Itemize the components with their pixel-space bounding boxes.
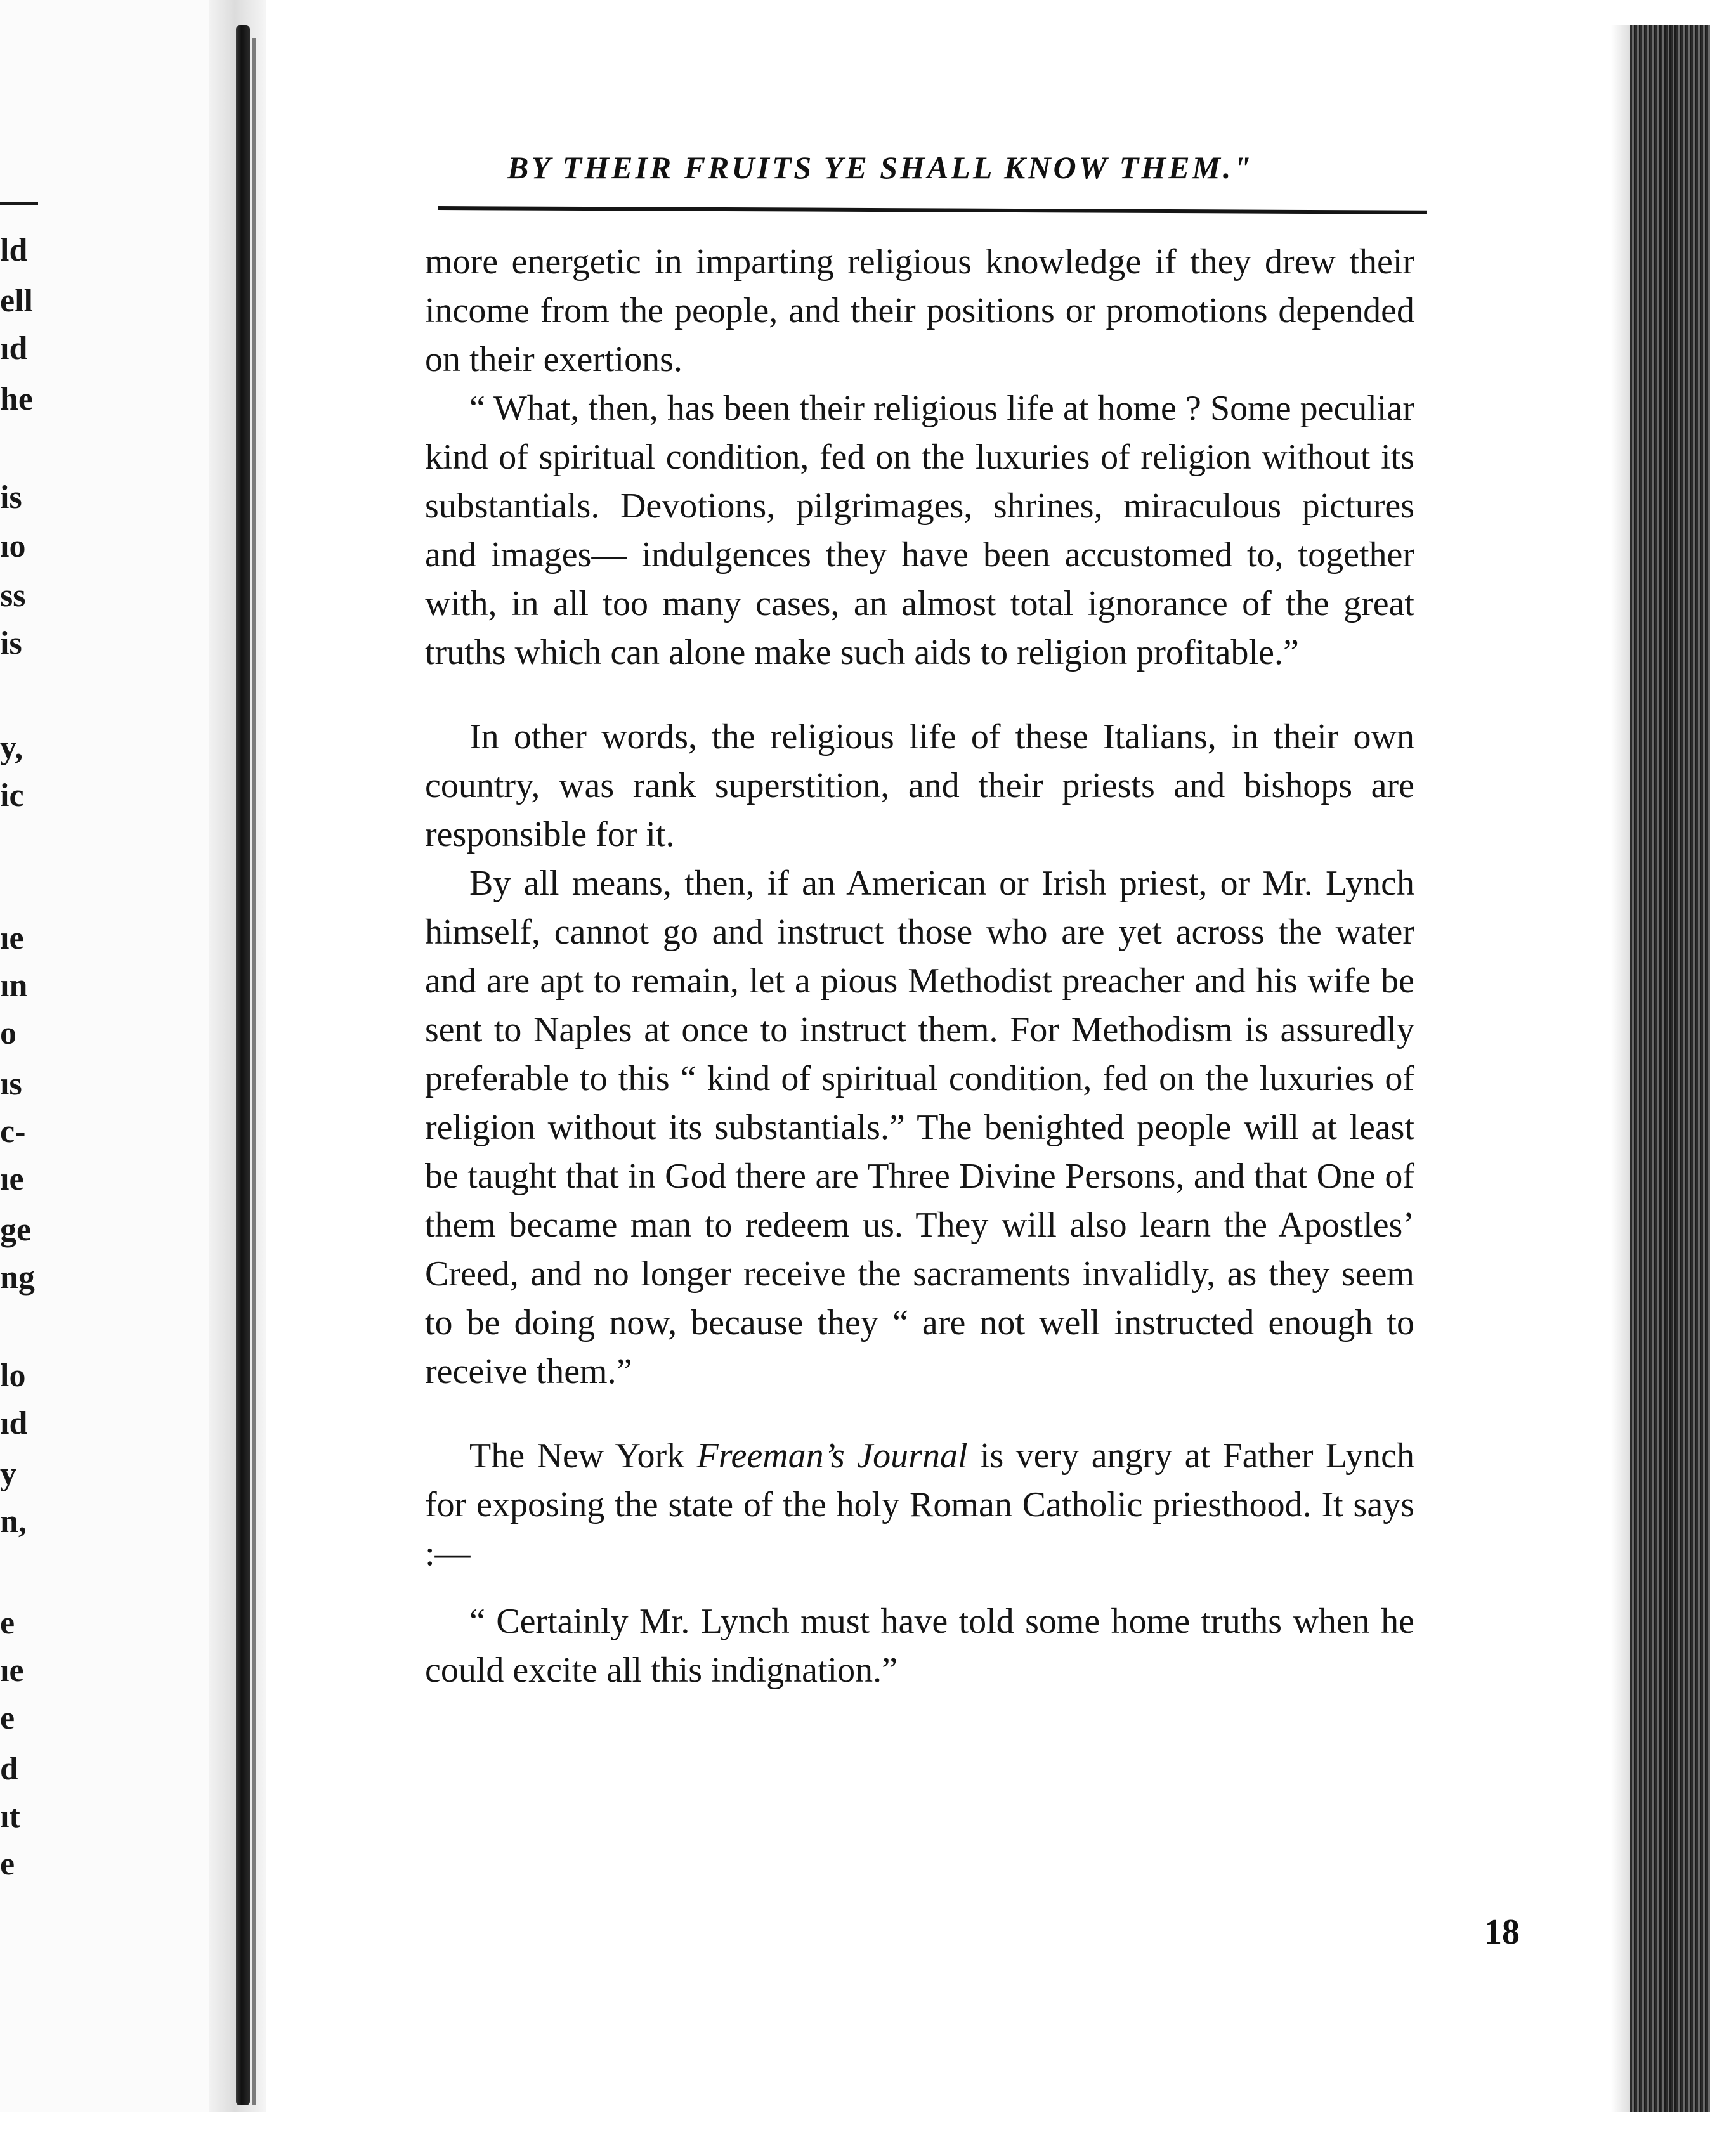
left-fragment: ıo bbox=[0, 528, 26, 564]
left-fragment: he bbox=[0, 381, 33, 417]
left-fragment: e bbox=[0, 1700, 15, 1736]
left-fragment: ic bbox=[0, 777, 24, 814]
left-page-rule bbox=[0, 202, 38, 205]
left-fragment: n, bbox=[0, 1503, 27, 1540]
paragraph: By all means, then, if an American or Irish priest, or Mr. Lynch himself, cannot go and instruct those who are yet across the water and are apt to remain, let a pious Methodist preacher and his wife be sent to Naples at once to instruct them. For Methodism is assuredly preferable to this “ kind of spiritual condition, fed on the luxuries of religion without its substantials.” The benighted people will at least be taught that in God there are Three Divine Persons, and that One of them became man to redeem us. They will also learn the Apostles’ Creed, and no longer receive the sacraments invalidly, as they seem to be doing now, because they “ are not well instructed enough to receive them.” bbox=[425, 864, 1414, 1391]
left-fragment: y bbox=[0, 1456, 16, 1492]
left-fragment: ıt bbox=[0, 1798, 20, 1835]
paragraph-freeman bbox=[425, 1432, 1414, 1578]
running-head: BY THEIR FRUITS YE SHALL KNOW THEM." bbox=[507, 150, 1254, 185]
left-fragment: ng bbox=[0, 1259, 35, 1296]
left-fragment: ıe bbox=[0, 1653, 24, 1689]
left-fragment: y, bbox=[0, 730, 23, 766]
text-run: The New York bbox=[469, 1436, 697, 1476]
left-fragment: o bbox=[0, 1015, 16, 1051]
page-edge bbox=[1611, 25, 1633, 2118]
paragraph-continued: more energetic in imparting religious knowledge if they drew their income from the people, and their positions or promotions depended on their exertions. bbox=[425, 242, 1414, 379]
left-fragment: ıd bbox=[0, 330, 28, 367]
left-fragment: c- bbox=[0, 1114, 26, 1150]
left-fragment: is bbox=[0, 479, 22, 516]
body-text bbox=[425, 238, 1414, 1695]
left-fragment: ıe bbox=[0, 1161, 24, 1197]
left-fragment: ss bbox=[0, 578, 26, 614]
left-fragment: e bbox=[0, 1605, 15, 1641]
left-fragment: ell bbox=[0, 283, 33, 319]
header-rule bbox=[438, 206, 1427, 214]
spine-edge bbox=[252, 38, 256, 2105]
paragraph-final-quote: “ Certainly Mr. Lynch must have told some home truths when he could excite all this indignation.” bbox=[425, 1602, 1414, 1690]
book-block-edge bbox=[1630, 25, 1710, 2118]
left-fragment: lo bbox=[0, 1358, 26, 1394]
left-fragment: ıs bbox=[0, 1066, 22, 1102]
left-facing-page bbox=[0, 0, 241, 2156]
left-fragment: ın bbox=[0, 968, 28, 1004]
signature-mark: 18 bbox=[1484, 1912, 1520, 1952]
right-page bbox=[266, 0, 1611, 2156]
left-fragment: ge bbox=[0, 1212, 32, 1248]
page-header bbox=[507, 149, 1687, 193]
left-fragment: d bbox=[0, 1751, 18, 1787]
journal-title: Freeman’s Journal bbox=[696, 1436, 968, 1476]
bottom-margin bbox=[0, 2112, 1710, 2156]
left-fragment: e bbox=[0, 1846, 15, 1882]
paragraph-quote: “ What, then, has been their religious life at home ? Some peculiar kind of spiritual condition, fed on the luxuries of religion without its substantials. Devotions, pilgrimages, shrines, miraculous pictures and images— indulgences they have been accustomed to, together with, in all too many cases, an almost total ignorance of the great truths which can alone make such aids to religion profitable.” bbox=[425, 389, 1414, 672]
left-fragment: is bbox=[0, 625, 22, 661]
paragraph: In other words, the religious life of these Italians, in their own country, was rank superstition, and their priests and bishops are responsible for it. bbox=[425, 717, 1414, 854]
left-fragment: ıd bbox=[0, 1405, 28, 1441]
left-fragment: ld bbox=[0, 232, 28, 268]
left-fragment: ıe bbox=[0, 920, 24, 956]
text-run: is very angry at Father Lynch for exposing the state of the holy Roman Catholic priesthood. It says :— bbox=[425, 1436, 1414, 1573]
book-spine bbox=[236, 25, 250, 2105]
